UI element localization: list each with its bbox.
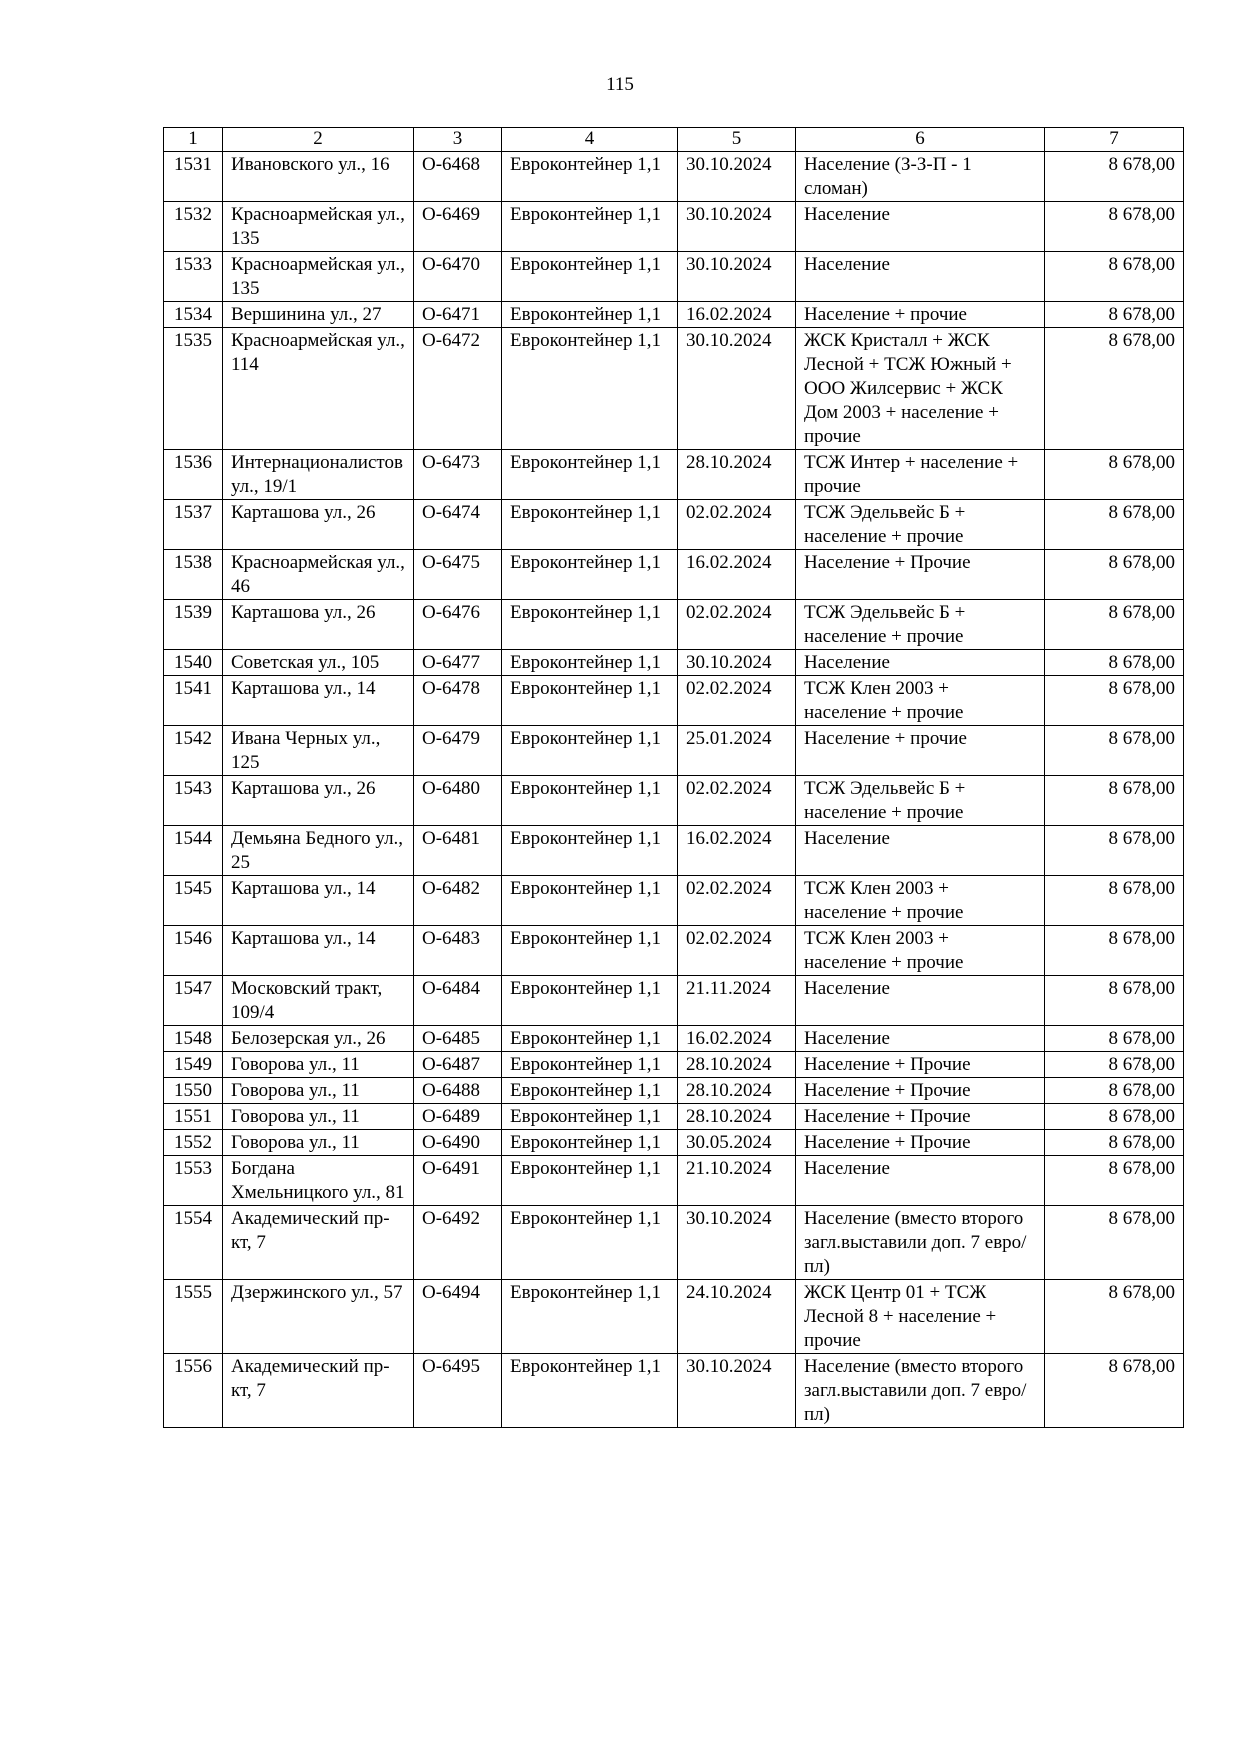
table-row bbox=[164, 1078, 1184, 1104]
container-code-cell: О-6492 bbox=[414, 1206, 502, 1280]
users-cell: Население + прочие bbox=[796, 302, 1045, 328]
amount-cell: 8 678,00 bbox=[1045, 302, 1184, 328]
container-type-cell: Евроконтейнер 1,1 bbox=[502, 1354, 678, 1428]
row-number: 1553 bbox=[164, 1156, 223, 1206]
container-code-cell: О-6491 bbox=[414, 1156, 502, 1206]
container-code-cell: О-6482 bbox=[414, 876, 502, 926]
row-number: 1538 bbox=[164, 550, 223, 600]
row-number: 1533 bbox=[164, 252, 223, 302]
container-code-cell: О-6489 bbox=[414, 1104, 502, 1130]
table-row bbox=[164, 1354, 1184, 1428]
container-code-cell: О-6475 bbox=[414, 550, 502, 600]
amount-cell: 8 678,00 bbox=[1045, 600, 1184, 650]
row-number: 1551 bbox=[164, 1104, 223, 1130]
container-code-cell: О-6483 bbox=[414, 926, 502, 976]
container-type-cell: Евроконтейнер 1,1 bbox=[502, 776, 678, 826]
amount-cell: 8 678,00 bbox=[1045, 500, 1184, 550]
address-cell: Белозерская ул., 26 bbox=[223, 1026, 414, 1052]
address-cell: Академический пр-кт, 7 bbox=[223, 1206, 414, 1280]
date-cell: 28.10.2024 bbox=[678, 1052, 796, 1078]
table-row bbox=[164, 202, 1184, 252]
container-type-cell: Евроконтейнер 1,1 bbox=[502, 1052, 678, 1078]
container-code-cell: О-6468 bbox=[414, 152, 502, 202]
table-row bbox=[164, 328, 1184, 450]
address-cell: Говорова ул., 11 bbox=[223, 1130, 414, 1156]
users-cell: ТСЖ Интер + население + прочие bbox=[796, 450, 1045, 500]
address-cell: Богдана Хмельницкого ул., 81 bbox=[223, 1156, 414, 1206]
amount-cell: 8 678,00 bbox=[1045, 550, 1184, 600]
container-type-cell: Евроконтейнер 1,1 bbox=[502, 1206, 678, 1280]
amount-cell: 8 678,00 bbox=[1045, 1280, 1184, 1354]
table-row bbox=[164, 826, 1184, 876]
date-cell: 30.10.2024 bbox=[678, 1354, 796, 1428]
users-cell: ТСЖ Клен 2003 + население + прочие bbox=[796, 926, 1045, 976]
container-type-cell: Евроконтейнер 1,1 bbox=[502, 152, 678, 202]
container-code-cell: О-6476 bbox=[414, 600, 502, 650]
table-row bbox=[164, 876, 1184, 926]
table-row bbox=[164, 450, 1184, 500]
address-cell: Вершинина ул., 27 bbox=[223, 302, 414, 328]
row-number: 1536 bbox=[164, 450, 223, 500]
users-cell: Население bbox=[796, 1026, 1045, 1052]
address-cell: Московский тракт, 109/4 bbox=[223, 976, 414, 1026]
address-cell: Ивана Черных ул., 125 bbox=[223, 726, 414, 776]
row-number: 1540 bbox=[164, 650, 223, 676]
container-code-cell: О-6480 bbox=[414, 776, 502, 826]
container-code-cell: О-6479 bbox=[414, 726, 502, 776]
amount-cell: 8 678,00 bbox=[1045, 926, 1184, 976]
row-number: 1543 bbox=[164, 776, 223, 826]
address-cell: Карташова ул., 26 bbox=[223, 500, 414, 550]
column-header-5: 5 bbox=[678, 128, 796, 152]
container-type-cell: Евроконтейнер 1,1 bbox=[502, 926, 678, 976]
table-row bbox=[164, 1156, 1184, 1206]
address-cell: Красноармейская ул., 135 bbox=[223, 252, 414, 302]
table-row bbox=[164, 1104, 1184, 1130]
container-code-cell: О-6477 bbox=[414, 650, 502, 676]
table-row bbox=[164, 302, 1184, 328]
amount-cell: 8 678,00 bbox=[1045, 1078, 1184, 1104]
container-type-cell: Евроконтейнер 1,1 bbox=[502, 302, 678, 328]
container-code-cell: О-6484 bbox=[414, 976, 502, 1026]
date-cell: 02.02.2024 bbox=[678, 500, 796, 550]
container-code-cell: О-6478 bbox=[414, 676, 502, 726]
date-cell: 16.02.2024 bbox=[678, 302, 796, 328]
date-cell: 16.02.2024 bbox=[678, 826, 796, 876]
address-cell: Говорова ул., 11 bbox=[223, 1078, 414, 1104]
amount-cell: 8 678,00 bbox=[1045, 726, 1184, 776]
date-cell: 16.02.2024 bbox=[678, 550, 796, 600]
date-cell: 02.02.2024 bbox=[678, 776, 796, 826]
row-number: 1552 bbox=[164, 1130, 223, 1156]
date-cell: 30.10.2024 bbox=[678, 328, 796, 450]
table-row bbox=[164, 726, 1184, 776]
address-cell: Карташова ул., 26 bbox=[223, 776, 414, 826]
date-cell: 30.10.2024 bbox=[678, 252, 796, 302]
container-type-cell: Евроконтейнер 1,1 bbox=[502, 202, 678, 252]
address-cell: Демьяна Бедного ул., 25 bbox=[223, 826, 414, 876]
amount-cell: 8 678,00 bbox=[1045, 976, 1184, 1026]
users-cell: Население bbox=[796, 650, 1045, 676]
container-type-cell: Евроконтейнер 1,1 bbox=[502, 1156, 678, 1206]
date-cell: 02.02.2024 bbox=[678, 926, 796, 976]
container-type-cell: Евроконтейнер 1,1 bbox=[502, 252, 678, 302]
amount-cell: 8 678,00 bbox=[1045, 1156, 1184, 1206]
users-cell: Население bbox=[796, 1156, 1045, 1206]
container-type-cell: Евроконтейнер 1,1 bbox=[502, 550, 678, 600]
row-number: 1555 bbox=[164, 1280, 223, 1354]
container-code-cell: О-6473 bbox=[414, 450, 502, 500]
address-cell: Карташова ул., 14 bbox=[223, 926, 414, 976]
address-cell: Академический пр-кт, 7 bbox=[223, 1354, 414, 1428]
amount-cell: 8 678,00 bbox=[1045, 676, 1184, 726]
address-cell: Советская ул., 105 bbox=[223, 650, 414, 676]
table-row bbox=[164, 976, 1184, 1026]
container-type-cell: Евроконтейнер 1,1 bbox=[502, 1026, 678, 1052]
table-row bbox=[164, 152, 1184, 202]
page-number: 115 bbox=[606, 74, 634, 95]
container-type-cell: Евроконтейнер 1,1 bbox=[502, 1280, 678, 1354]
container-code-cell: О-6488 bbox=[414, 1078, 502, 1104]
amount-cell: 8 678,00 bbox=[1045, 876, 1184, 926]
table-row bbox=[164, 1206, 1184, 1280]
row-number: 1535 bbox=[164, 328, 223, 450]
container-code-cell: О-6487 bbox=[414, 1052, 502, 1078]
users-cell: ТСЖ Клен 2003 + население + прочие bbox=[796, 876, 1045, 926]
amount-cell: 8 678,00 bbox=[1045, 826, 1184, 876]
row-number: 1556 bbox=[164, 1354, 223, 1428]
container-type-cell: Евроконтейнер 1,1 bbox=[502, 328, 678, 450]
amount-cell: 8 678,00 bbox=[1045, 252, 1184, 302]
address-cell: Красноармейская ул., 46 bbox=[223, 550, 414, 600]
table-row bbox=[164, 550, 1184, 600]
users-cell: ТСЖ Клен 2003 + население + прочие bbox=[796, 676, 1045, 726]
date-cell: 21.10.2024 bbox=[678, 1156, 796, 1206]
date-cell: 02.02.2024 bbox=[678, 600, 796, 650]
container-type-cell: Евроконтейнер 1,1 bbox=[502, 450, 678, 500]
row-number: 1545 bbox=[164, 876, 223, 926]
date-cell: 21.11.2024 bbox=[678, 976, 796, 1026]
address-cell: Говорова ул., 11 bbox=[223, 1104, 414, 1130]
container-code-cell: О-6494 bbox=[414, 1280, 502, 1354]
date-cell: 28.10.2024 bbox=[678, 1078, 796, 1104]
column-header-6: 6 bbox=[796, 128, 1045, 152]
column-header-3: 3 bbox=[414, 128, 502, 152]
table-row bbox=[164, 650, 1184, 676]
row-number: 1531 bbox=[164, 152, 223, 202]
table-row bbox=[164, 500, 1184, 550]
table-row bbox=[164, 1052, 1184, 1078]
users-cell: Население + Прочие bbox=[796, 550, 1045, 600]
users-cell: Население + Прочие bbox=[796, 1052, 1045, 1078]
container-type-cell: Евроконтейнер 1,1 bbox=[502, 1104, 678, 1130]
amount-cell: 8 678,00 bbox=[1045, 1354, 1184, 1428]
amount-cell: 8 678,00 bbox=[1045, 1026, 1184, 1052]
container-code-cell: О-6470 bbox=[414, 252, 502, 302]
column-header-7: 7 bbox=[1045, 128, 1184, 152]
container-type-cell: Евроконтейнер 1,1 bbox=[502, 976, 678, 1026]
date-cell: 30.10.2024 bbox=[678, 650, 796, 676]
users-cell: Население bbox=[796, 976, 1045, 1026]
users-cell: ТСЖ Эдельвейс Б + население + прочие bbox=[796, 500, 1045, 550]
address-cell: Ивановского ул., 16 bbox=[223, 152, 414, 202]
container-type-cell: Евроконтейнер 1,1 bbox=[502, 826, 678, 876]
table-row bbox=[164, 1130, 1184, 1156]
users-cell: Население bbox=[796, 202, 1045, 252]
container-code-cell: О-6474 bbox=[414, 500, 502, 550]
row-number: 1542 bbox=[164, 726, 223, 776]
row-number: 1546 bbox=[164, 926, 223, 976]
row-number: 1547 bbox=[164, 976, 223, 1026]
row-number: 1544 bbox=[164, 826, 223, 876]
users-cell: Население (З-З-П - 1 сломан) bbox=[796, 152, 1045, 202]
table-row bbox=[164, 1280, 1184, 1354]
date-cell: 30.10.2024 bbox=[678, 1206, 796, 1280]
row-number: 1539 bbox=[164, 600, 223, 650]
table-header-row bbox=[164, 128, 1184, 152]
amount-cell: 8 678,00 bbox=[1045, 328, 1184, 450]
table-row bbox=[164, 776, 1184, 826]
users-cell: ЖСК Кристалл + ЖСК Лесной + ТСЖ Южный + ООО Жилсервис + ЖСК Дом 2003 + население + прочие bbox=[796, 328, 1045, 450]
row-number: 1554 bbox=[164, 1206, 223, 1280]
users-cell: Население + Прочие bbox=[796, 1078, 1045, 1104]
container-code-cell: О-6490 bbox=[414, 1130, 502, 1156]
table-row bbox=[164, 252, 1184, 302]
date-cell: 28.10.2024 bbox=[678, 1104, 796, 1130]
column-header-2: 2 bbox=[223, 128, 414, 152]
table-row bbox=[164, 676, 1184, 726]
row-number: 1537 bbox=[164, 500, 223, 550]
date-cell: 28.10.2024 bbox=[678, 450, 796, 500]
container-type-cell: Евроконтейнер 1,1 bbox=[502, 650, 678, 676]
amount-cell: 8 678,00 bbox=[1045, 1206, 1184, 1280]
table-row bbox=[164, 926, 1184, 976]
address-cell: Говорова ул., 11 bbox=[223, 1052, 414, 1078]
column-header-4: 4 bbox=[502, 128, 678, 152]
address-cell: Красноармейская ул., 135 bbox=[223, 202, 414, 252]
address-cell: Красноармейская ул., 114 bbox=[223, 328, 414, 450]
container-code-cell: О-6495 bbox=[414, 1354, 502, 1428]
users-cell: ТСЖ Эдельвейс Б + население + прочие bbox=[796, 776, 1045, 826]
registry-table bbox=[163, 127, 1184, 1428]
amount-cell: 8 678,00 bbox=[1045, 776, 1184, 826]
date-cell: 25.01.2024 bbox=[678, 726, 796, 776]
amount-cell: 8 678,00 bbox=[1045, 202, 1184, 252]
address-cell: Карташова ул., 26 bbox=[223, 600, 414, 650]
date-cell: 16.02.2024 bbox=[678, 1026, 796, 1052]
amount-cell: 8 678,00 bbox=[1045, 650, 1184, 676]
address-cell: Карташова ул., 14 bbox=[223, 876, 414, 926]
amount-cell: 8 678,00 bbox=[1045, 1130, 1184, 1156]
users-cell: ЖСК Центр 01 + ТСЖ Лесной 8 + население + прочие bbox=[796, 1280, 1045, 1354]
container-code-cell: О-6469 bbox=[414, 202, 502, 252]
date-cell: 30.10.2024 bbox=[678, 202, 796, 252]
container-code-cell: О-6485 bbox=[414, 1026, 502, 1052]
date-cell: 24.10.2024 bbox=[678, 1280, 796, 1354]
container-type-cell: Евроконтейнер 1,1 bbox=[502, 1078, 678, 1104]
row-number: 1532 bbox=[164, 202, 223, 252]
users-cell: Население + Прочие bbox=[796, 1104, 1045, 1130]
container-type-cell: Евроконтейнер 1,1 bbox=[502, 876, 678, 926]
date-cell: 02.02.2024 bbox=[678, 676, 796, 726]
container-type-cell: Евроконтейнер 1,1 bbox=[502, 600, 678, 650]
table-row bbox=[164, 600, 1184, 650]
users-cell: Население (вместо второго загл.выставили доп. 7 евро/пл) bbox=[796, 1206, 1045, 1280]
amount-cell: 8 678,00 bbox=[1045, 1104, 1184, 1130]
amount-cell: 8 678,00 bbox=[1045, 450, 1184, 500]
row-number: 1550 bbox=[164, 1078, 223, 1104]
users-cell: Население + прочие bbox=[796, 726, 1045, 776]
users-cell: Население bbox=[796, 252, 1045, 302]
column-header-1: 1 bbox=[164, 128, 223, 152]
users-cell: ТСЖ Эдельвейс Б + население + прочие bbox=[796, 600, 1045, 650]
amount-cell: 8 678,00 bbox=[1045, 1052, 1184, 1078]
container-type-cell: Евроконтейнер 1,1 bbox=[502, 676, 678, 726]
address-cell: Интернационалистов ул., 19/1 bbox=[223, 450, 414, 500]
date-cell: 30.10.2024 bbox=[678, 152, 796, 202]
container-type-cell: Евроконтейнер 1,1 bbox=[502, 500, 678, 550]
container-code-cell: О-6472 bbox=[414, 328, 502, 450]
address-cell: Дзержинского ул., 57 bbox=[223, 1280, 414, 1354]
container-code-cell: О-6481 bbox=[414, 826, 502, 876]
date-cell: 02.02.2024 bbox=[678, 876, 796, 926]
row-number: 1549 bbox=[164, 1052, 223, 1078]
users-cell: Население bbox=[796, 826, 1045, 876]
users-cell: Население + Прочие bbox=[796, 1130, 1045, 1156]
container-type-cell: Евроконтейнер 1,1 bbox=[502, 1130, 678, 1156]
date-cell: 30.05.2024 bbox=[678, 1130, 796, 1156]
container-type-cell: Евроконтейнер 1,1 bbox=[502, 726, 678, 776]
row-number: 1541 bbox=[164, 676, 223, 726]
users-cell: Население (вместо второго загл.выставили доп. 7 евро/пл) bbox=[796, 1354, 1045, 1428]
table-row bbox=[164, 1026, 1184, 1052]
row-number: 1534 bbox=[164, 302, 223, 328]
amount-cell: 8 678,00 bbox=[1045, 152, 1184, 202]
address-cell: Карташова ул., 14 bbox=[223, 676, 414, 726]
row-number: 1548 bbox=[164, 1026, 223, 1052]
container-code-cell: О-6471 bbox=[414, 302, 502, 328]
